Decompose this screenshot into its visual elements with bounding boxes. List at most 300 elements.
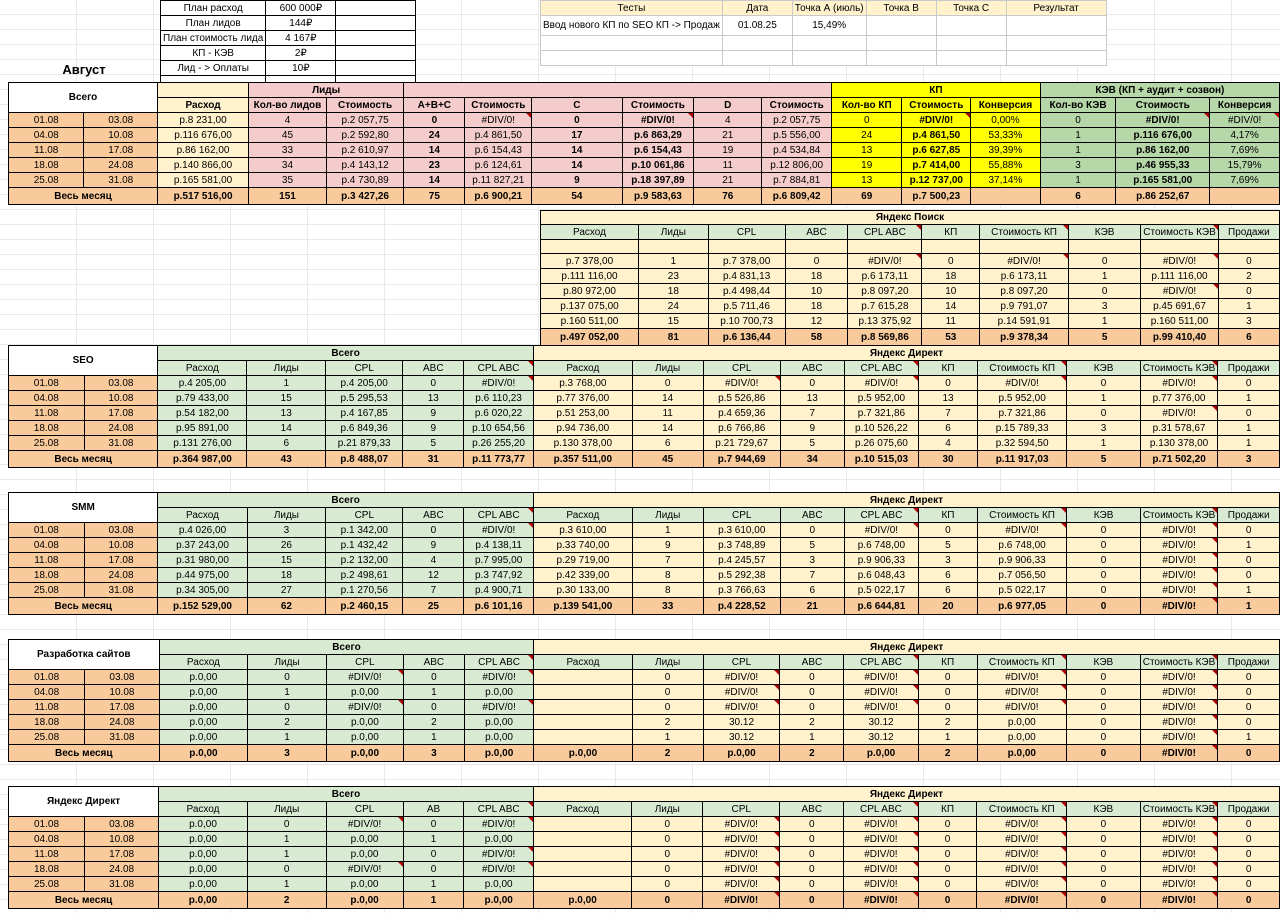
cell[interactable]: р.7 378,00	[541, 254, 639, 269]
cell[interactable]	[533, 847, 631, 862]
cell[interactable]: 0	[632, 892, 703, 909]
cell[interactable]: 1	[1218, 538, 1280, 553]
cell[interactable]: р.0,00	[703, 745, 780, 762]
cell[interactable]: 1	[1040, 128, 1116, 143]
column-header[interactable]: Стоимость КП	[980, 225, 1069, 240]
tests-column-header[interactable]: Тесты	[541, 1, 723, 16]
column-header[interactable]: Расход	[533, 508, 632, 523]
date-cell[interactable]: 24.08	[84, 421, 158, 436]
column-header[interactable]: Расход	[158, 361, 247, 376]
cell[interactable]: 0	[403, 376, 464, 391]
tests-column-header[interactable]: Точка B	[866, 1, 936, 16]
cell[interactable]: 0	[1067, 553, 1141, 568]
cell[interactable]: #DIV/0!	[977, 892, 1067, 909]
cell[interactable]: 3	[1218, 314, 1279, 329]
cell[interactable]: 21	[780, 598, 844, 615]
column-header[interactable]: КП	[918, 655, 977, 670]
total-label[interactable]: Весь месяц	[9, 451, 158, 468]
cell[interactable]: #DIV/0!	[977, 700, 1066, 715]
cell[interactable]: р.4 861,50	[465, 128, 532, 143]
tests-column-header[interactable]: Результат	[1006, 1, 1106, 16]
cell[interactable]: 34	[780, 451, 844, 468]
cell[interactable]: 58	[785, 329, 848, 346]
cell[interactable]: р.31 980,00	[158, 553, 247, 568]
cell[interactable]: #DIV/0!	[977, 832, 1067, 847]
total-label[interactable]: Весь месяц	[9, 598, 158, 615]
cell[interactable]: 55,88%	[971, 158, 1041, 173]
cell[interactable]	[336, 61, 416, 76]
cell[interactable]: 4,17%	[1210, 128, 1280, 143]
cell[interactable]: 33	[249, 143, 327, 158]
group-header-left[interactable]: Всего	[159, 787, 534, 802]
cell[interactable]: р.4 498,44	[708, 284, 785, 299]
column-header[interactable]: C	[532, 98, 622, 113]
cell[interactable]: р.6 136,44	[708, 329, 785, 346]
cell[interactable]: #DIV/0!	[703, 877, 780, 892]
cell[interactable]: р.6 154,43	[465, 143, 532, 158]
cell[interactable]: 13	[780, 391, 844, 406]
cell[interactable]	[1218, 240, 1279, 254]
cell[interactable]: р.0,00	[159, 745, 248, 762]
cell[interactable]: #DIV/0!	[1140, 700, 1218, 715]
cell[interactable]: #DIV/0!	[977, 523, 1066, 538]
column-header[interactable]: Стоимость КЭВ	[1140, 802, 1218, 817]
cell[interactable]: р.8 231,00	[158, 113, 249, 128]
cell[interactable]: 13	[832, 143, 902, 158]
cell[interactable]	[336, 1, 416, 16]
plan-label[interactable]: План лидов	[161, 16, 266, 31]
cell[interactable]	[936, 16, 1006, 36]
cell[interactable]: р.5 022,17	[844, 583, 918, 598]
cell[interactable]: р.0,00	[326, 745, 403, 762]
cell[interactable]: 0	[1218, 553, 1280, 568]
cell[interactable]: 0	[780, 877, 844, 892]
cell[interactable]: р.6 173,11	[848, 269, 922, 284]
date-cell[interactable]: 11.08	[9, 847, 85, 862]
cell[interactable]: 0	[1067, 376, 1140, 391]
date-cell[interactable]: 31.08	[84, 436, 158, 451]
cell[interactable]: р.5 526,86	[703, 391, 780, 406]
test-name[interactable]: Ввод нового КП по SEO КП -> Продаж	[541, 16, 723, 36]
cell[interactable]: 0	[918, 877, 977, 892]
column-header[interactable]: КЭВ	[1067, 508, 1141, 523]
cell[interactable]: р.0,00	[977, 745, 1066, 762]
date-cell[interactable]: 18.08	[9, 715, 85, 730]
cell[interactable]	[792, 51, 866, 66]
cell[interactable]: р.6 020,22	[464, 406, 534, 421]
cell[interactable]: 1	[247, 376, 325, 391]
cell[interactable]: #DIV/0!	[1140, 832, 1218, 847]
cell[interactable]	[541, 36, 723, 51]
cell[interactable]: р.2 592,80	[326, 128, 403, 143]
cell[interactable]: 43	[247, 451, 325, 468]
cell[interactable]: #DIV/0!	[977, 877, 1067, 892]
cell[interactable]: 0	[248, 670, 327, 685]
test-date[interactable]: 01.08.25	[722, 16, 792, 36]
cell[interactable]: р.0,00	[159, 892, 248, 909]
cell[interactable]: р.7 884,81	[762, 173, 832, 188]
cell[interactable]: 0	[632, 700, 703, 715]
cell[interactable]: р.165 581,00	[158, 173, 249, 188]
cell[interactable]: #DIV/0!	[1140, 670, 1218, 685]
cell[interactable]: р.0,00	[326, 685, 403, 700]
plan-value[interactable]: 144₽	[266, 16, 336, 31]
column-header[interactable]: CPL ABC	[464, 802, 533, 817]
cell[interactable]: 5	[780, 436, 844, 451]
cell[interactable]: р.77 376,00	[1140, 391, 1218, 406]
cell[interactable]: #DIV/0!	[326, 670, 403, 685]
cell[interactable]: 1	[247, 847, 326, 862]
cell[interactable]: #DIV/0!	[703, 685, 780, 700]
cell[interactable]	[922, 240, 980, 254]
date-cell[interactable]: 10.08	[85, 685, 159, 700]
column-header[interactable]: Лиды	[632, 508, 703, 523]
cell[interactable]: #DIV/0!	[1140, 730, 1218, 745]
cell[interactable]: р.4 167,85	[325, 406, 402, 421]
cell[interactable]: 5	[1069, 329, 1141, 346]
cell[interactable]: р.4 245,57	[703, 553, 780, 568]
cell[interactable]: р.160 511,00	[541, 314, 639, 329]
cell[interactable]: р.116 676,00	[1116, 128, 1210, 143]
cell[interactable]: р.6 900,21	[465, 188, 532, 205]
cell[interactable]: #DIV/0!	[1141, 254, 1219, 269]
cell[interactable]: 9	[780, 421, 844, 436]
cell[interactable]: 17	[532, 128, 622, 143]
cell[interactable]: р.3 610,00	[533, 523, 632, 538]
cell[interactable]: р.0,00	[844, 745, 918, 762]
cell[interactable]: 6	[1040, 188, 1116, 205]
group-header-kev[interactable]: КЭВ (КП + аудит + созвон)	[1040, 83, 1279, 98]
cell[interactable]: 2	[1218, 269, 1279, 284]
cell[interactable]: 3	[1040, 158, 1116, 173]
cell[interactable]: #DIV/0!	[703, 832, 780, 847]
cell[interactable]: р.11 917,03	[977, 451, 1066, 468]
cell[interactable]: р.6 849,36	[325, 421, 402, 436]
date-cell[interactable]: 01.08	[9, 670, 85, 685]
cell[interactable]: р.0,00	[464, 730, 533, 745]
cell[interactable]: 0	[1218, 568, 1280, 583]
cell[interactable]: #DIV/0!	[1140, 523, 1218, 538]
cell[interactable]: р.2 610,97	[326, 143, 403, 158]
cell[interactable]: р.357 511,00	[533, 451, 632, 468]
cell[interactable]: р.13 375,92	[848, 314, 922, 329]
cell[interactable]: 45	[249, 128, 327, 143]
cell[interactable]: р.1 432,42	[326, 538, 403, 553]
cell[interactable]: р.29 719,00	[533, 553, 632, 568]
cell[interactable]: #DIV/0!	[703, 847, 780, 862]
cell[interactable]: р.3 768,00	[533, 376, 632, 391]
cell[interactable]: #DIV/0!	[1116, 113, 1210, 128]
cell[interactable]: 0	[918, 847, 977, 862]
column-header[interactable]: Конверсия	[1210, 98, 1280, 113]
cell[interactable]: #DIV/0!	[977, 376, 1066, 391]
cell[interactable]: р.0,00	[464, 715, 533, 730]
cell[interactable]: 0	[1218, 817, 1280, 832]
cell[interactable]: 2	[918, 715, 977, 730]
cell[interactable]: р.42 339,00	[533, 568, 632, 583]
cell[interactable]: 15	[639, 314, 709, 329]
cell[interactable]: 13	[247, 406, 325, 421]
cell[interactable]: р.1 270,56	[326, 583, 403, 598]
cell[interactable]: р.4 900,71	[464, 583, 534, 598]
date-cell[interactable]: 18.08	[9, 568, 85, 583]
cell[interactable]: р.165 581,00	[1116, 173, 1210, 188]
column-header[interactable]: CPL	[703, 361, 780, 376]
cell[interactable]: р.7 500,23	[902, 188, 971, 205]
cell[interactable]: р.4 205,00	[325, 376, 402, 391]
tests-column-header[interactable]: Точка А (июль)	[792, 1, 866, 16]
cell[interactable]: р.7 321,86	[977, 406, 1066, 421]
cell[interactable]: 1	[639, 254, 709, 269]
column-header[interactable]: ABC	[403, 508, 464, 523]
cell[interactable]: р.9 791,07	[980, 299, 1069, 314]
date-cell[interactable]: 11.08	[9, 553, 85, 568]
cell[interactable]: р.14 591,91	[980, 314, 1069, 329]
cell[interactable]: 14	[247, 421, 325, 436]
cell[interactable]: 14	[404, 173, 465, 188]
cell[interactable]: 25	[403, 598, 464, 615]
cell[interactable]: 6	[919, 583, 978, 598]
cell[interactable]: #DIV/0!	[1140, 877, 1218, 892]
cell[interactable]: р.4 228,52	[703, 598, 780, 615]
cell[interactable]: р.6 101,16	[464, 598, 534, 615]
cell[interactable]: 19	[832, 158, 902, 173]
cell[interactable]: 1	[1218, 391, 1280, 406]
column-header[interactable]: Продажи	[1218, 508, 1280, 523]
cell[interactable]: 0	[1067, 568, 1141, 583]
cell[interactable]: р.0,00	[464, 685, 533, 700]
cell[interactable]: 12	[785, 314, 848, 329]
column-header[interactable]: Стоимость КЭВ	[1141, 225, 1219, 240]
cell[interactable]: р.3 766,63	[703, 583, 780, 598]
cell[interactable]: 0	[632, 877, 703, 892]
cell[interactable]: р.1 342,00	[326, 523, 403, 538]
column-header[interactable]: Стоимость	[465, 98, 532, 113]
column-header[interactable]: Стоимость КЭВ	[1140, 508, 1218, 523]
cell[interactable]: 0	[1218, 376, 1280, 391]
cell[interactable]: 9	[403, 538, 464, 553]
cell[interactable]: р.131 276,00	[158, 436, 247, 451]
date-cell[interactable]: 01.08	[9, 376, 85, 391]
cell[interactable]: р.5 952,00	[844, 391, 918, 406]
cell[interactable]: 9	[532, 173, 622, 188]
cell[interactable]: #DIV/0!	[703, 670, 780, 685]
cell[interactable]: 0	[1218, 406, 1280, 421]
cell[interactable]: р.9 378,34	[980, 329, 1069, 346]
total-label[interactable]: Весь месяц	[9, 745, 160, 762]
cell[interactable]: р.3 427,26	[326, 188, 403, 205]
cell[interactable]: р.79 433,00	[158, 391, 247, 406]
group-header-left[interactable]: Всего	[158, 493, 533, 508]
cell[interactable]	[534, 730, 632, 745]
cell[interactable]: 0	[780, 847, 844, 862]
date-cell[interactable]: 04.08	[9, 685, 85, 700]
cell[interactable]: р.6 977,05	[977, 598, 1066, 615]
cell[interactable]: 76	[694, 188, 762, 205]
cell[interactable]: 0	[1067, 538, 1141, 553]
cell[interactable]: #DIV/0!	[1140, 862, 1218, 877]
cell[interactable]: 0	[1067, 715, 1141, 730]
date-cell[interactable]: 04.08	[9, 128, 84, 143]
cell[interactable]: р.12 806,00	[762, 158, 832, 173]
cell[interactable]: #DIV/0!	[703, 892, 780, 909]
cell[interactable]: 0	[918, 832, 977, 847]
cell[interactable]: р.86 162,00	[158, 143, 249, 158]
cell[interactable]: р.6 644,81	[844, 598, 918, 615]
column-header[interactable]: Продажи	[1218, 225, 1279, 240]
cell[interactable]: 24	[639, 299, 709, 314]
date-cell[interactable]: 10.08	[84, 538, 158, 553]
column-header[interactable]: CPL ABC	[848, 225, 922, 240]
cell[interactable]	[336, 46, 416, 61]
cell[interactable]: 24	[832, 128, 902, 143]
cell[interactable]: 10	[922, 284, 980, 299]
cell[interactable]: р.86 252,67	[1116, 188, 1210, 205]
cell[interactable]: р.3 748,89	[703, 538, 780, 553]
cell[interactable]: 0	[632, 832, 703, 847]
cell[interactable]: 0	[918, 700, 977, 715]
cell[interactable]: р.2 132,00	[326, 553, 403, 568]
cell[interactable]: р.0,00	[159, 715, 248, 730]
cell[interactable]: 18	[639, 284, 709, 299]
cell[interactable]: 1	[1218, 436, 1280, 451]
cell[interactable]: 21	[694, 128, 762, 143]
cell[interactable]	[1006, 36, 1106, 51]
cell[interactable]: р.7 056,50	[977, 568, 1066, 583]
cell[interactable]: #DIV/0!	[622, 113, 694, 128]
cell[interactable]: #DIV/0!	[844, 700, 918, 715]
cell[interactable]: р.130 378,00	[1140, 436, 1218, 451]
column-header[interactable]: КП	[922, 225, 980, 240]
cell[interactable]: #DIV/0!	[844, 685, 918, 700]
cell[interactable]: #DIV/0!	[848, 254, 922, 269]
date-cell[interactable]: 25.08	[9, 730, 85, 745]
column-header[interactable]: ABC	[780, 655, 844, 670]
cell[interactable]: р.99 410,40	[1141, 329, 1219, 346]
cell[interactable]: р.30 133,00	[533, 583, 632, 598]
date-cell[interactable]: 24.08	[85, 715, 159, 730]
column-header[interactable]: Лиды	[247, 361, 325, 376]
cell[interactable]	[1069, 240, 1141, 254]
cell[interactable]: 0	[918, 862, 977, 877]
cell[interactable]	[1210, 188, 1280, 205]
cell[interactable]: 1	[403, 892, 464, 909]
cell[interactable]: #DIV/0!	[1140, 745, 1218, 762]
cell[interactable]: р.45 691,67	[1141, 299, 1219, 314]
tests-column-header[interactable]: Дата	[722, 1, 792, 16]
cell[interactable]: #DIV/0!	[844, 862, 918, 877]
cell[interactable]: р.71 502,20	[1140, 451, 1218, 468]
column-header[interactable]: Расход	[541, 225, 639, 240]
column-header[interactable]: Продажи	[1218, 361, 1280, 376]
cell[interactable]: 0	[1067, 730, 1141, 745]
cell[interactable]: 15	[247, 391, 325, 406]
cell[interactable]: р.0,00	[159, 685, 248, 700]
cell[interactable]: 3	[780, 553, 844, 568]
group-header-right[interactable]: Яндекс Директ	[533, 346, 1279, 361]
cell[interactable]: 0	[918, 817, 977, 832]
column-header[interactable]: D	[694, 98, 762, 113]
column-header[interactable]: Лиды	[632, 361, 703, 376]
cell[interactable]	[792, 36, 866, 51]
cell[interactable]: #DIV/0!	[464, 700, 533, 715]
cell[interactable]: 0	[780, 523, 844, 538]
column-header[interactable]: CPL ABC	[464, 361, 534, 376]
cell[interactable]: р.0,00	[977, 715, 1066, 730]
cell[interactable]: 0	[832, 113, 902, 128]
cell[interactable]: р.26 255,20	[464, 436, 534, 451]
column-header[interactable]: ABC	[403, 655, 464, 670]
cell[interactable]: 0	[1067, 685, 1141, 700]
cell[interactable]: р.0,00	[326, 892, 403, 909]
date-cell[interactable]: 11.08	[9, 406, 85, 421]
cell[interactable]: р.80 972,00	[541, 284, 639, 299]
cell[interactable]: р.94 736,00	[533, 421, 632, 436]
cell[interactable]: 18	[247, 568, 326, 583]
cell[interactable]: #DIV/0!	[1140, 892, 1218, 909]
cell[interactable]: 4	[403, 553, 464, 568]
cell[interactable]: 0	[780, 700, 844, 715]
cell[interactable]: р.6 048,43	[844, 568, 918, 583]
cell[interactable]: 1	[780, 730, 844, 745]
cell[interactable]: #DIV/0!	[844, 892, 918, 909]
group-header-right[interactable]: Яндекс Директ	[533, 787, 1279, 802]
cell[interactable]: 5	[780, 538, 844, 553]
cell[interactable]: 31	[403, 451, 464, 468]
cell[interactable]: 1	[1218, 583, 1280, 598]
cell[interactable]: #DIV/0!	[977, 817, 1067, 832]
cell[interactable]: #DIV/0!	[703, 817, 780, 832]
cell[interactable]: #DIV/0!	[464, 670, 533, 685]
column-header[interactable]: CPL	[708, 225, 785, 240]
cell[interactable]: 2	[403, 715, 464, 730]
cell[interactable]: 1	[918, 730, 977, 745]
cell[interactable]: р.6 110,23	[464, 391, 534, 406]
cell[interactable]: 0	[1218, 523, 1280, 538]
cell[interactable]: #DIV/0!	[465, 113, 532, 128]
cell[interactable]: р.6 766,86	[703, 421, 780, 436]
cell[interactable]: р.0,00	[159, 700, 248, 715]
group-header[interactable]	[158, 83, 249, 98]
cell[interactable]: 5	[403, 436, 464, 451]
cell[interactable]: р.0,00	[159, 847, 248, 862]
cell[interactable]: 1	[1069, 314, 1141, 329]
cell[interactable]: 30.12	[703, 715, 780, 730]
cell[interactable]: р.8 097,20	[980, 284, 1069, 299]
cell[interactable]: 0	[1218, 685, 1280, 700]
cell[interactable]: р.33 740,00	[533, 538, 632, 553]
column-header[interactable]: КП	[919, 508, 978, 523]
cell[interactable]: 0	[1067, 877, 1141, 892]
cell[interactable]: 2	[632, 745, 703, 762]
cell[interactable]: #DIV/0!	[464, 817, 533, 832]
column-header[interactable]: CPL	[326, 802, 403, 817]
cell[interactable]: 0	[248, 700, 327, 715]
cell[interactable]: р.4 659,36	[703, 406, 780, 421]
cell[interactable]: р.517 516,00	[158, 188, 249, 205]
cell[interactable]: 34	[249, 158, 327, 173]
column-header[interactable]: Лиды	[247, 802, 326, 817]
cell[interactable]: 3	[248, 745, 327, 762]
cell[interactable]: #DIV/0!	[1140, 376, 1218, 391]
cell[interactable]: 15	[247, 553, 326, 568]
cell[interactable]	[1006, 16, 1106, 36]
cell[interactable]: р.7 615,28	[848, 299, 922, 314]
cell[interactable]: 1	[403, 877, 464, 892]
cell[interactable]: р.26 075,60	[844, 436, 918, 451]
column-header[interactable]: Лиды	[247, 508, 326, 523]
cell[interactable]: 0	[780, 376, 844, 391]
